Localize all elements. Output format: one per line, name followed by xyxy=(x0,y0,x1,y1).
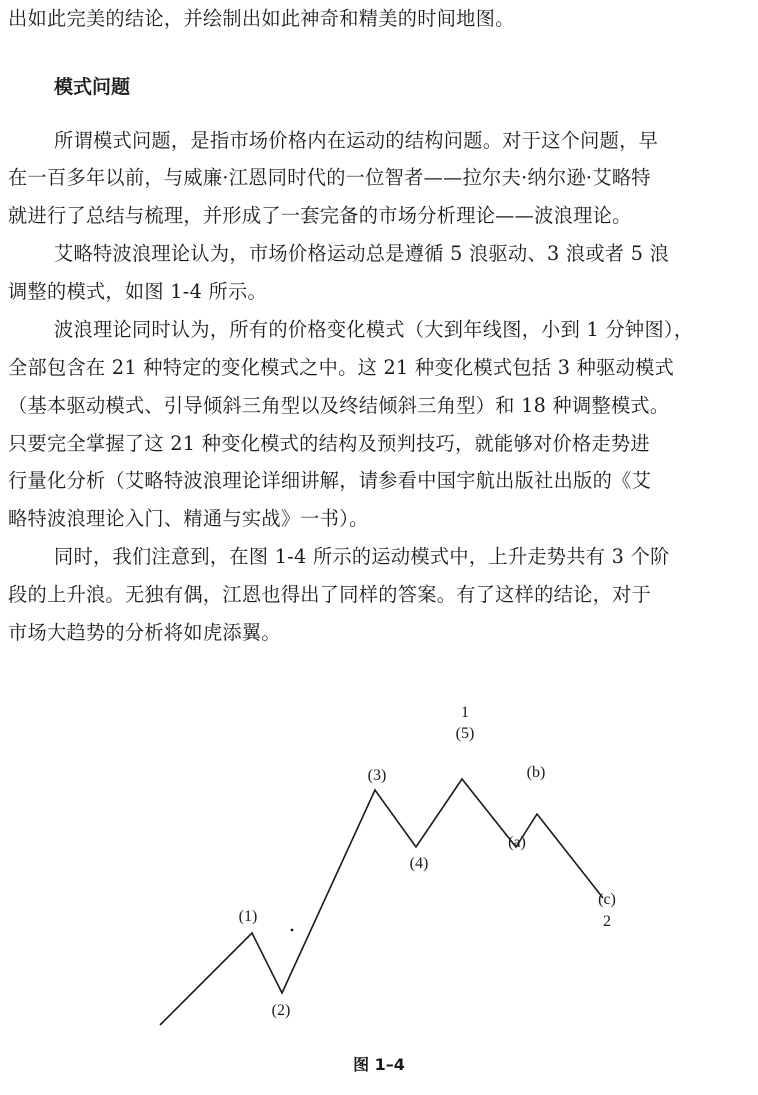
wave-label-a: (a) xyxy=(508,834,526,851)
wave-label-2: (2) xyxy=(271,1002,291,1019)
wave-label-5: (5) xyxy=(455,725,475,742)
text-line: 段的上升浪。无独有偶，江恩也得出了同样的答案。有了这样的结论，对于 xyxy=(8,583,652,606)
text-line: 出如此完美的结论，并绘制出如此神奇和精美的时间地图。 xyxy=(8,7,515,30)
text-line: 市场大趋势的分析将如虎添翼。 xyxy=(8,621,281,644)
wave-label-1: (1) xyxy=(238,908,258,925)
wave-label-bottom: 2 xyxy=(603,913,611,930)
text-line: 全部包含在 21 种特定的变化模式之中。这 21 种变化模式包括 3 种驱动模式 xyxy=(8,356,675,379)
text-line: 在一百多年以前，与威廉·江恩同时代的一位智者——拉尔夫·纳尔逊·艾略特 xyxy=(8,166,651,189)
text-line: 同时，我们注意到，在图 1-4 所示的运动模式中，上升走势共有 3 个阶 xyxy=(54,545,670,568)
stray-dot xyxy=(291,929,294,932)
wave-label-c: (c) xyxy=(598,891,616,908)
wave-label-top: 1 xyxy=(461,704,469,721)
wave-line xyxy=(160,779,603,1025)
text-line: 所谓模式问题，是指市场价格内在运动的结构问题。对于这个问题，早 xyxy=(54,129,659,152)
wave-label-4: (4) xyxy=(409,855,429,872)
elliott-wave-figure xyxy=(0,690,758,1060)
wave-label-b: (b) xyxy=(526,764,546,781)
section-heading: 模式问题 xyxy=(54,76,131,98)
text-line: 艾略特波浪理论认为，市场价格运动总是遵循 5 浪驱动、3 浪或者 5 浪 xyxy=(54,242,670,265)
wave-diagram xyxy=(0,690,758,1060)
text-line: 就进行了总结与梳理，并形成了一套完备的市场分析理论——波浪理论。 xyxy=(8,204,632,227)
figure-caption: 图 1–4 xyxy=(353,1055,405,1074)
text-line: 略特波浪理论入门、精通与实战》一书）。 xyxy=(8,507,369,530)
text-line: 行量化分析（艾略特波浪理论详细讲解，请参看中国宇航出版社出版的《艾 xyxy=(8,469,652,492)
text-line: （基本驱动模式、引导倾斜三角型以及终结倾斜三角型）和 18 种调整模式。 xyxy=(8,394,670,417)
wave-label-3: (3) xyxy=(367,767,387,784)
text-line: 只要完全掌握了这 21 种变化模式的结构及预判技巧，就能够对价格走势进 xyxy=(8,432,650,455)
text-line: 调整的模式，如图 1-4 所示。 xyxy=(8,280,267,303)
text-line: 波浪理论同时认为，所有的价格变化模式（大到年线图，小到 1 分钟图）， xyxy=(54,318,694,341)
